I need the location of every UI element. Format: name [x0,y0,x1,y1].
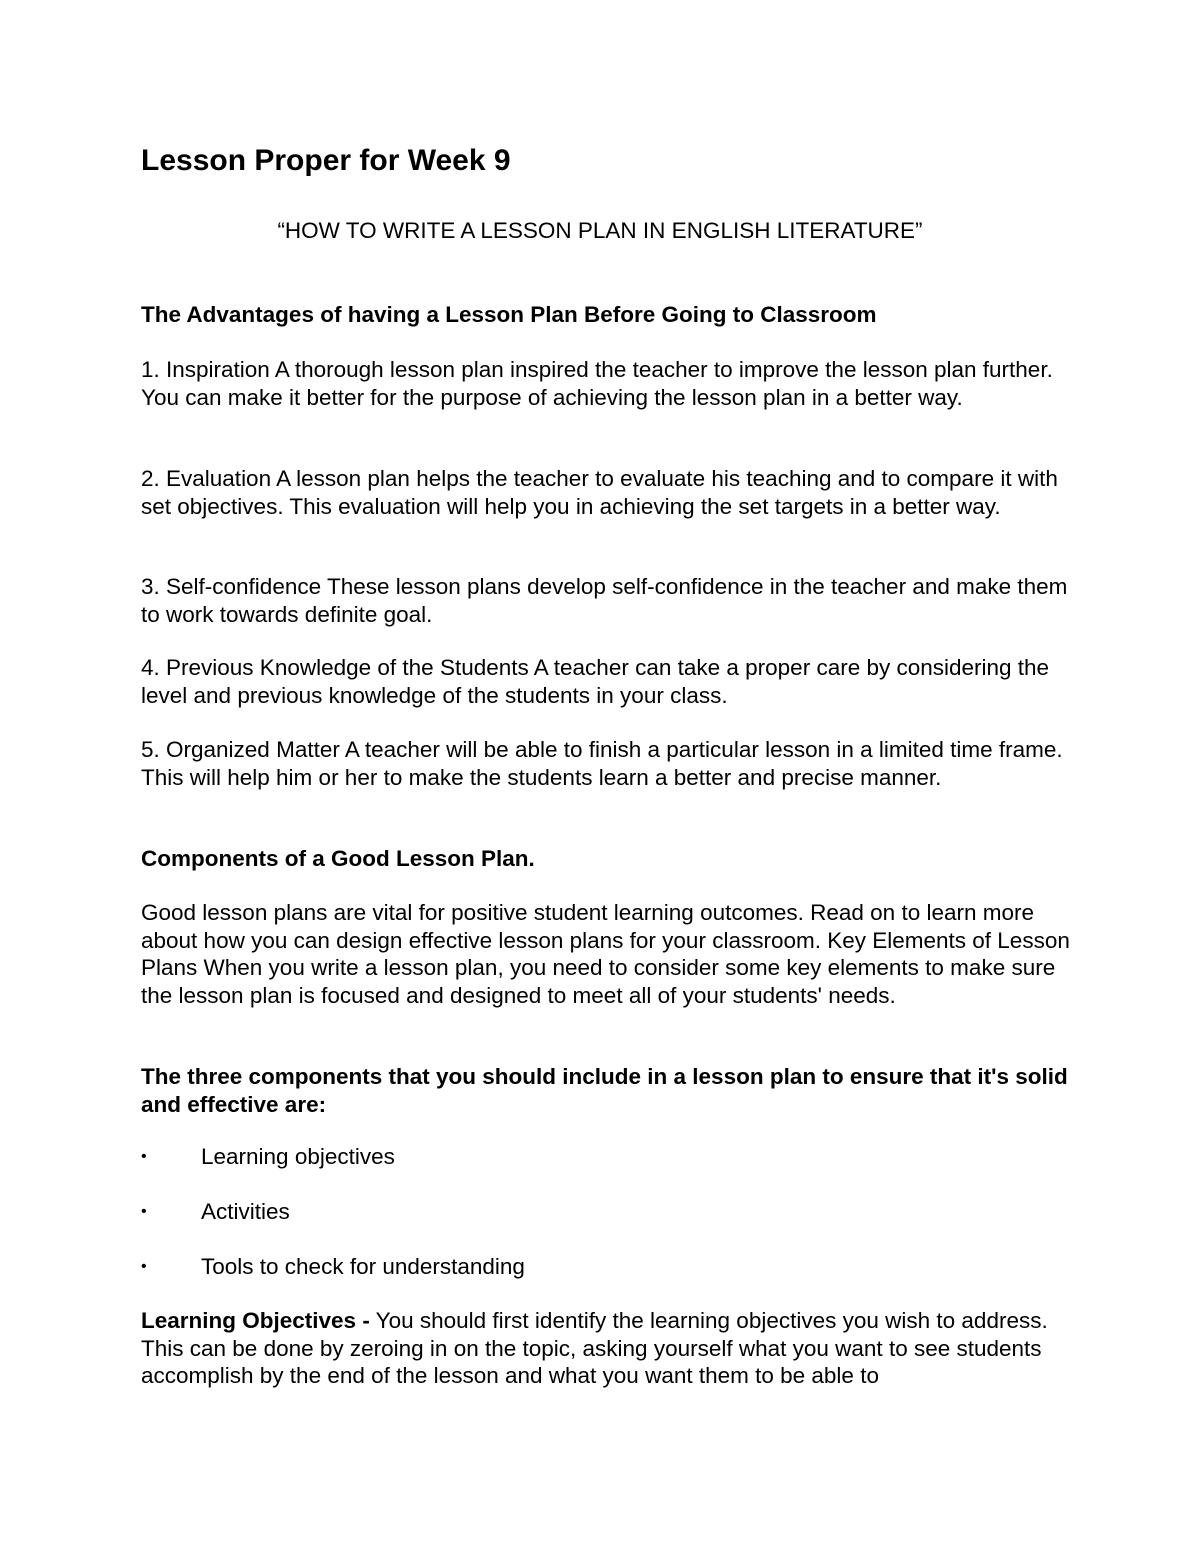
bullet-icon: • [141,1203,147,1220]
three-components-heading: The three components that you should include in a lesson plan to ensure that it's solid and effective are: [141,1064,1068,1117]
advantage-item-3: 3. Self-confidence These lesson plans develop self-confidence in the teacher and make them to work towards definite goal. [141,574,1068,627]
document-subtitle: “HOW TO WRITE A LESSON PLAN IN ENGLISH LITERATURE” [277,218,923,243]
advantage-item-4: 4. Previous Knowledge of the Students A teacher can take a proper care by considering the level and previous knowledge of the students in your class. [141,655,1050,708]
bullet-icon: • [141,1258,147,1275]
bullet-label: Learning objectives [201,1144,395,1169]
bullet-icon: • [141,1148,147,1165]
advantage-item-1: 1. Inspiration A thorough lesson plan inspired the teacher to improve the lesson plan further. You can make it better for the purpose of achieving the lesson plan in a better way. [141,357,1053,410]
components-heading: Components of a Good Lesson Plan. [141,846,535,871]
advantage-item-5: 5. Organized Matter A teacher will be able to finish a particular lesson in a limited time frame. This will help him or her to make the students learn a better and precise manner. [141,737,1063,790]
learning-objectives-label: Learning Objectives - [141,1308,370,1333]
components-paragraph: Good lesson plans are vital for positive student learning outcomes. Read on to learn more about how you can design effective lesson plans for your classroom. Key Elements of Lesson Plans When you write a lesson plan, you need to consider some key elements to make sure the lesson plan is focused and designed to meet all of your students' needs. [141,900,1070,1008]
bullet-label: Activities [201,1199,290,1224]
bullet-label: Tools to check for understanding [201,1254,525,1279]
learning-objectives-text: You should first identify the learning objectives you wish to address. This can be done by zeroing in on the topic, asking yourself what you want to see students accomplish by the end of the lesson and what you want them to be able to [141,1308,1048,1388]
advantages-heading: The Advantages of having a Lesson Plan Before Going to Classroom [141,302,877,327]
page-title: Lesson Proper for Week 9 [141,144,511,177]
advantage-item-2: 2. Evaluation A lesson plan helps the teacher to evaluate his teaching and to compare it with set objectives. This evaluation will help you in achieving the set targets in a better way. [141,466,1058,519]
learning-objectives-paragraph [141,1307,1071,1390]
